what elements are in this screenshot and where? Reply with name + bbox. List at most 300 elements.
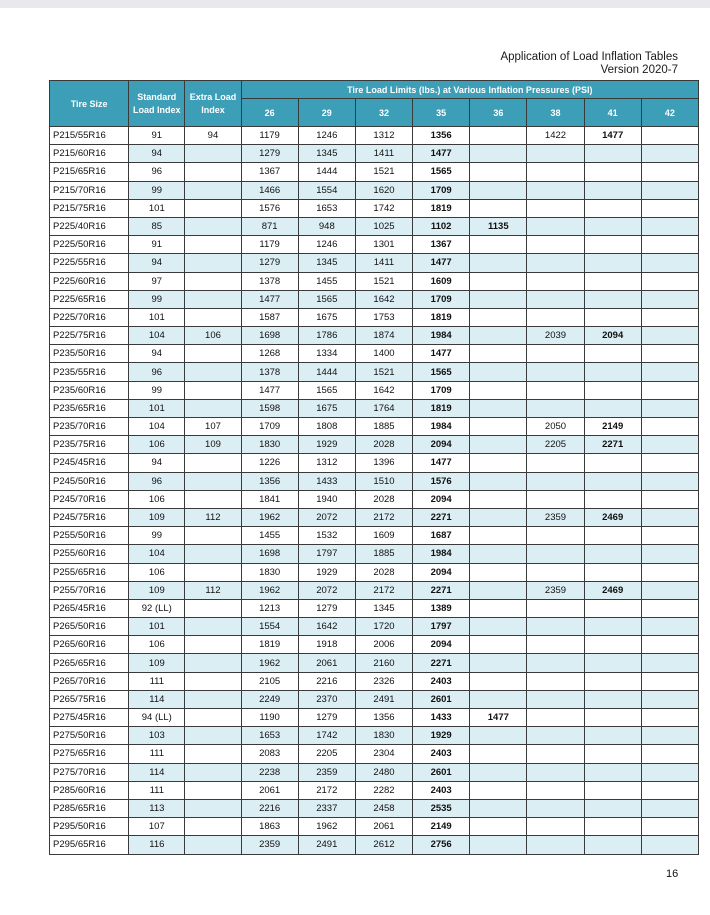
cell-psi-38 (527, 290, 584, 308)
cell-psi-36 (470, 490, 527, 508)
table-row (50, 308, 699, 326)
table-row (50, 399, 699, 417)
cell-psi-32: 1521 (355, 363, 412, 381)
cell-psi-29: 1786 (298, 327, 355, 345)
table-row (50, 599, 699, 617)
cell-psi-38 (527, 490, 584, 508)
cell-psi-35: 1609 (413, 272, 470, 290)
table-row (50, 490, 699, 508)
cell-extra-load-index (185, 836, 241, 854)
cell-psi-29: 1808 (298, 418, 355, 436)
cell-psi-41 (584, 381, 641, 399)
cell-psi-42 (641, 527, 698, 545)
cell-psi-36 (470, 654, 527, 672)
cell-psi-42 (641, 381, 698, 399)
cell-psi-35: 2403 (413, 672, 470, 690)
cell-tire-size: P235/55R16 (50, 363, 129, 381)
cell-psi-38 (527, 690, 584, 708)
cell-psi-32: 1609 (355, 527, 412, 545)
cell-psi-41 (584, 345, 641, 363)
cell-psi-26: 1653 (241, 727, 298, 745)
cell-standard-load-index: 114 (129, 763, 185, 781)
cell-psi-26: 2083 (241, 745, 298, 763)
cell-extra-load-index: 94 (185, 127, 241, 145)
cell-psi-38 (527, 236, 584, 254)
cell-psi-38 (527, 763, 584, 781)
cell-psi-38 (527, 599, 584, 617)
header-psi-29: 29 (298, 99, 355, 127)
cell-psi-42 (641, 599, 698, 617)
page-number: 16 (666, 868, 679, 880)
cell-psi-42 (641, 236, 698, 254)
cell-tire-size: P265/45R16 (50, 599, 129, 617)
cell-psi-35: 1709 (413, 290, 470, 308)
table-row (50, 181, 699, 199)
cell-psi-29: 1554 (298, 181, 355, 199)
cell-psi-35: 1367 (413, 236, 470, 254)
cell-psi-41 (584, 799, 641, 817)
cell-tire-size: P265/60R16 (50, 636, 129, 654)
table-header (50, 81, 699, 127)
cell-psi-38 (527, 181, 584, 199)
cell-psi-32: 2491 (355, 690, 412, 708)
cell-psi-32: 2028 (355, 436, 412, 454)
cell-standard-load-index: 111 (129, 781, 185, 799)
cell-psi-41 (584, 163, 641, 181)
cell-tire-size: P255/60R16 (50, 545, 129, 563)
document-header (500, 51, 678, 77)
cell-extra-load-index (185, 745, 241, 763)
cell-standard-load-index: 107 (129, 818, 185, 836)
table-row (50, 381, 699, 399)
table-row (50, 618, 699, 636)
cell-psi-41 (584, 181, 641, 199)
cell-extra-load-index (185, 563, 241, 581)
cell-standard-load-index: 85 (129, 217, 185, 235)
cell-psi-26: 1841 (241, 490, 298, 508)
cell-psi-29: 1940 (298, 490, 355, 508)
cell-psi-29: 1742 (298, 727, 355, 745)
cell-psi-32: 1620 (355, 181, 412, 199)
cell-extra-load-index (185, 308, 241, 326)
cell-standard-load-index: 103 (129, 727, 185, 745)
cell-standard-load-index: 104 (129, 545, 185, 563)
cell-standard-load-index: 99 (129, 527, 185, 545)
cell-psi-42 (641, 636, 698, 654)
cell-psi-32: 1411 (355, 145, 412, 163)
cell-psi-35: 1984 (413, 327, 470, 345)
table-row (50, 836, 699, 854)
cell-psi-26: 1698 (241, 545, 298, 563)
cell-psi-42 (641, 454, 698, 472)
cell-psi-32: 1642 (355, 381, 412, 399)
table-row (50, 199, 699, 217)
cell-tire-size: P245/70R16 (50, 490, 129, 508)
cell-psi-36 (470, 418, 527, 436)
cell-psi-32: 1345 (355, 599, 412, 617)
cell-psi-36 (470, 745, 527, 763)
cell-psi-26: 1268 (241, 345, 298, 363)
cell-extra-load-index: 109 (185, 436, 241, 454)
cell-psi-41 (584, 145, 641, 163)
cell-psi-29: 2205 (298, 745, 355, 763)
cell-psi-41 (584, 454, 641, 472)
cell-psi-32: 2172 (355, 581, 412, 599)
cell-psi-36: 1135 (470, 217, 527, 235)
cell-tire-size: P245/45R16 (50, 454, 129, 472)
cell-standard-load-index: 114 (129, 690, 185, 708)
cell-tire-size: P225/40R16 (50, 217, 129, 235)
cell-psi-38 (527, 145, 584, 163)
cell-psi-42 (641, 508, 698, 526)
cell-psi-35: 1389 (413, 599, 470, 617)
cell-psi-26: 2105 (241, 672, 298, 690)
cell-psi-26: 1962 (241, 581, 298, 599)
cell-psi-26: 1962 (241, 508, 298, 526)
cell-psi-35: 2094 (413, 563, 470, 581)
cell-psi-29: 1797 (298, 545, 355, 563)
cell-tire-size: P275/65R16 (50, 745, 129, 763)
cell-psi-35: 1984 (413, 418, 470, 436)
cell-psi-35: 1356 (413, 127, 470, 145)
cell-psi-35: 1797 (413, 618, 470, 636)
cell-extra-load-index (185, 618, 241, 636)
cell-psi-32: 2304 (355, 745, 412, 763)
cell-psi-36 (470, 327, 527, 345)
cell-psi-41 (584, 818, 641, 836)
cell-psi-38 (527, 272, 584, 290)
table-row (50, 709, 699, 727)
cell-psi-42 (641, 145, 698, 163)
table-row (50, 254, 699, 272)
cell-standard-load-index: 109 (129, 508, 185, 526)
table-row (50, 636, 699, 654)
cell-psi-32: 1830 (355, 727, 412, 745)
cell-standard-load-index: 94 (129, 254, 185, 272)
cell-psi-32: 1885 (355, 545, 412, 563)
cell-standard-load-index: 94 (LL) (129, 709, 185, 727)
cell-psi-26: 1554 (241, 618, 298, 636)
cell-extra-load-index (185, 217, 241, 235)
cell-psi-42 (641, 490, 698, 508)
cell-psi-26: 2249 (241, 690, 298, 708)
cell-extra-load-index (185, 690, 241, 708)
cell-psi-41 (584, 709, 641, 727)
cell-psi-41 (584, 527, 641, 545)
cell-tire-size: P295/65R16 (50, 836, 129, 854)
cell-psi-26: 1830 (241, 436, 298, 454)
cell-standard-load-index: 96 (129, 472, 185, 490)
cell-psi-41 (584, 618, 641, 636)
cell-psi-42 (641, 254, 698, 272)
cell-tire-size: P255/70R16 (50, 581, 129, 599)
cell-psi-36 (470, 236, 527, 254)
cell-psi-26: 1190 (241, 709, 298, 727)
cell-psi-41 (584, 599, 641, 617)
document-version: Version 2020-7 (600, 64, 678, 76)
cell-psi-42 (641, 690, 698, 708)
cell-standard-load-index: 99 (129, 290, 185, 308)
cell-psi-38 (527, 308, 584, 326)
table-row (50, 418, 699, 436)
cell-extra-load-index (185, 345, 241, 363)
cell-tire-size: P225/65R16 (50, 290, 129, 308)
cell-psi-38 (527, 654, 584, 672)
cell-extra-load-index (185, 636, 241, 654)
cell-psi-41 (584, 272, 641, 290)
cell-psi-38: 2050 (527, 418, 584, 436)
cell-tire-size: P275/50R16 (50, 727, 129, 745)
cell-psi-29: 1642 (298, 618, 355, 636)
cell-extra-load-index (185, 818, 241, 836)
cell-psi-29: 1444 (298, 363, 355, 381)
cell-psi-32: 1510 (355, 472, 412, 490)
table-row (50, 545, 699, 563)
cell-psi-35: 2601 (413, 763, 470, 781)
cell-psi-36 (470, 381, 527, 399)
header-psi-26: 26 (241, 99, 298, 127)
cell-psi-38 (527, 454, 584, 472)
cell-psi-35: 2403 (413, 781, 470, 799)
cell-psi-32: 1411 (355, 254, 412, 272)
cell-psi-41 (584, 472, 641, 490)
cell-psi-42 (641, 217, 698, 235)
table-row (50, 363, 699, 381)
cell-psi-36 (470, 690, 527, 708)
cell-psi-35: 1576 (413, 472, 470, 490)
cell-psi-32: 1720 (355, 618, 412, 636)
cell-psi-36 (470, 127, 527, 145)
cell-extra-load-index (185, 272, 241, 290)
cell-psi-42 (641, 727, 698, 745)
cell-psi-26: 1367 (241, 163, 298, 181)
cell-psi-38 (527, 618, 584, 636)
cell-psi-38 (527, 745, 584, 763)
cell-psi-38 (527, 563, 584, 581)
cell-tire-size: P295/50R16 (50, 818, 129, 836)
cell-psi-26: 1477 (241, 290, 298, 308)
cell-psi-32: 1396 (355, 454, 412, 472)
cell-psi-38 (527, 399, 584, 417)
cell-psi-41 (584, 254, 641, 272)
cell-psi-26: 871 (241, 217, 298, 235)
cell-psi-41 (584, 199, 641, 217)
cell-extra-load-index (185, 763, 241, 781)
cell-extra-load-index (185, 727, 241, 745)
table-row (50, 745, 699, 763)
cell-psi-32: 1025 (355, 217, 412, 235)
header-standard-load-index: Standard Load Index (129, 81, 185, 127)
header-psi-42: 42 (641, 99, 698, 127)
cell-psi-36: 1477 (470, 709, 527, 727)
cell-extra-load-index (185, 654, 241, 672)
cell-extra-load-index (185, 709, 241, 727)
cell-psi-42 (641, 545, 698, 563)
cell-psi-36 (470, 545, 527, 563)
table-row (50, 581, 699, 599)
top-edge-bar (0, 0, 710, 8)
cell-psi-29: 1246 (298, 127, 355, 145)
table-body (50, 127, 699, 855)
cell-tire-size: P215/70R16 (50, 181, 129, 199)
cell-psi-29: 1279 (298, 709, 355, 727)
cell-psi-38 (527, 545, 584, 563)
cell-standard-load-index: 104 (129, 418, 185, 436)
cell-psi-36 (470, 508, 527, 526)
cell-psi-29: 1246 (298, 236, 355, 254)
cell-psi-38 (527, 527, 584, 545)
cell-psi-41 (584, 236, 641, 254)
table-row (50, 563, 699, 581)
cell-psi-29: 1444 (298, 163, 355, 181)
cell-psi-42 (641, 745, 698, 763)
cell-psi-42 (641, 709, 698, 727)
cell-psi-41 (584, 745, 641, 763)
cell-psi-41: 2469 (584, 581, 641, 599)
cell-psi-35: 1565 (413, 163, 470, 181)
cell-psi-42 (641, 818, 698, 836)
cell-psi-41 (584, 490, 641, 508)
header-tire-size: Tire Size (50, 81, 129, 127)
cell-tire-size: P235/60R16 (50, 381, 129, 399)
cell-psi-36 (470, 454, 527, 472)
cell-psi-26: 1830 (241, 563, 298, 581)
cell-tire-size: P215/60R16 (50, 145, 129, 163)
cell-psi-41 (584, 399, 641, 417)
table-row (50, 217, 699, 235)
cell-psi-29: 1675 (298, 308, 355, 326)
cell-psi-36 (470, 799, 527, 817)
cell-psi-42 (641, 327, 698, 345)
cell-psi-26: 1279 (241, 254, 298, 272)
cell-extra-load-index (185, 254, 241, 272)
cell-standard-load-index: 94 (129, 145, 185, 163)
table-row (50, 454, 699, 472)
cell-psi-26: 1576 (241, 199, 298, 217)
cell-psi-32: 1301 (355, 236, 412, 254)
cell-tire-size: P265/50R16 (50, 618, 129, 636)
cell-psi-35: 1929 (413, 727, 470, 745)
cell-psi-32: 2061 (355, 818, 412, 836)
cell-standard-load-index: 109 (129, 581, 185, 599)
cell-psi-26: 2061 (241, 781, 298, 799)
cell-psi-35: 2149 (413, 818, 470, 836)
cell-psi-32: 2282 (355, 781, 412, 799)
cell-psi-26: 1213 (241, 599, 298, 617)
cell-psi-38 (527, 709, 584, 727)
cell-psi-29: 1565 (298, 290, 355, 308)
cell-tire-size: P225/50R16 (50, 236, 129, 254)
cell-psi-36 (470, 636, 527, 654)
cell-standard-load-index: 96 (129, 163, 185, 181)
cell-psi-29: 1929 (298, 436, 355, 454)
table-row (50, 818, 699, 836)
cell-standard-load-index: 99 (129, 181, 185, 199)
cell-psi-42 (641, 618, 698, 636)
cell-standard-load-index: 106 (129, 490, 185, 508)
cell-psi-36 (470, 781, 527, 799)
cell-tire-size: P285/60R16 (50, 781, 129, 799)
cell-psi-35: 1984 (413, 545, 470, 563)
cell-psi-42 (641, 836, 698, 854)
cell-psi-38 (527, 199, 584, 217)
cell-psi-36 (470, 308, 527, 326)
cell-tire-size: P255/50R16 (50, 527, 129, 545)
cell-psi-38 (527, 472, 584, 490)
cell-psi-29: 1918 (298, 636, 355, 654)
cell-psi-41 (584, 654, 641, 672)
header-extra-load-index: Extra Load Index (185, 81, 241, 127)
cell-standard-load-index: 101 (129, 308, 185, 326)
cell-psi-41 (584, 781, 641, 799)
cell-psi-36 (470, 563, 527, 581)
table-row (50, 436, 699, 454)
cell-psi-29: 1675 (298, 399, 355, 417)
cell-psi-38 (527, 381, 584, 399)
cell-psi-41: 2094 (584, 327, 641, 345)
cell-standard-load-index: 99 (129, 381, 185, 399)
cell-tire-size: P225/60R16 (50, 272, 129, 290)
cell-psi-26: 1226 (241, 454, 298, 472)
cell-psi-36 (470, 836, 527, 854)
cell-psi-32: 2480 (355, 763, 412, 781)
cell-psi-41 (584, 836, 641, 854)
cell-psi-26: 2238 (241, 763, 298, 781)
cell-tire-size: P285/65R16 (50, 799, 129, 817)
cell-psi-26: 1863 (241, 818, 298, 836)
cell-psi-35: 1709 (413, 381, 470, 399)
cell-psi-26: 1819 (241, 636, 298, 654)
cell-extra-load-index (185, 472, 241, 490)
cell-psi-42 (641, 345, 698, 363)
table-row (50, 508, 699, 526)
cell-standard-load-index: 91 (129, 236, 185, 254)
cell-psi-26: 1378 (241, 272, 298, 290)
cell-tire-size: P275/70R16 (50, 763, 129, 781)
cell-tire-size: P235/70R16 (50, 418, 129, 436)
cell-psi-38: 2205 (527, 436, 584, 454)
cell-tire-size: P235/50R16 (50, 345, 129, 363)
cell-psi-36 (470, 399, 527, 417)
table-row (50, 163, 699, 181)
cell-psi-41 (584, 363, 641, 381)
header-psi-36: 36 (470, 99, 527, 127)
cell-tire-size: P275/45R16 (50, 709, 129, 727)
cell-psi-35: 2756 (413, 836, 470, 854)
cell-psi-38 (527, 217, 584, 235)
cell-psi-35: 2094 (413, 636, 470, 654)
cell-psi-29: 2072 (298, 508, 355, 526)
cell-standard-load-index: 106 (129, 563, 185, 581)
cell-psi-26: 1455 (241, 527, 298, 545)
cell-psi-32: 2028 (355, 563, 412, 581)
cell-psi-42 (641, 563, 698, 581)
cell-extra-load-index: 106 (185, 327, 241, 345)
cell-psi-29: 2491 (298, 836, 355, 854)
cell-psi-36 (470, 181, 527, 199)
cell-psi-32: 2028 (355, 490, 412, 508)
cell-extra-load-index (185, 527, 241, 545)
cell-psi-38 (527, 836, 584, 854)
cell-psi-29: 2172 (298, 781, 355, 799)
cell-psi-42 (641, 418, 698, 436)
cell-standard-load-index: 111 (129, 745, 185, 763)
cell-standard-load-index: 97 (129, 272, 185, 290)
cell-psi-35: 1687 (413, 527, 470, 545)
cell-tire-size: P235/75R16 (50, 436, 129, 454)
cell-psi-42 (641, 654, 698, 672)
cell-psi-32: 2172 (355, 508, 412, 526)
